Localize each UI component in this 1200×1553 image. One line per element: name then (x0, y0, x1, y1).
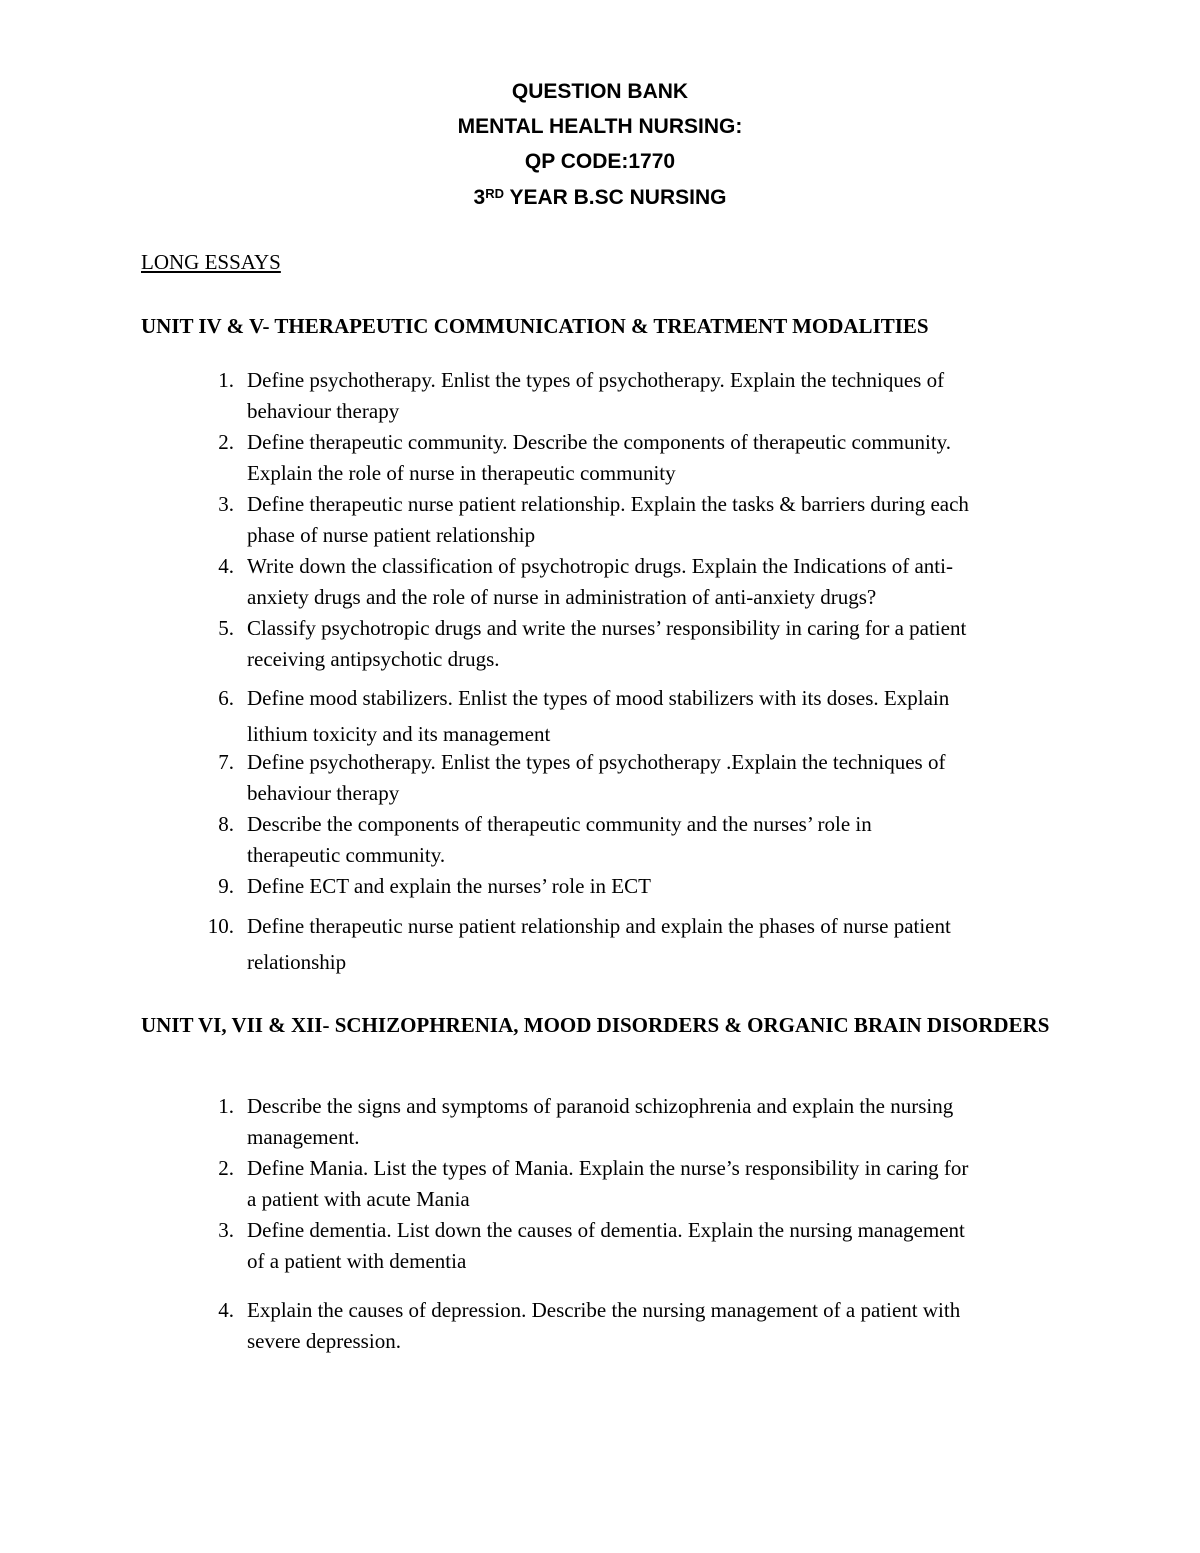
question-line: Describe the signs and symptoms of paranoid schizophrenia and explain the nursing (247, 1094, 954, 1118)
question-number: 7. (218, 750, 234, 774)
question-number: 1. (218, 1094, 234, 1118)
question-text (247, 1094, 1065, 1149)
question-line: Explain the role of nurse in therapeutic community (247, 461, 676, 485)
question-text (247, 368, 1065, 423)
course-year (0, 186, 1200, 210)
subject-title: MENTAL HEALTH NURSING: (457, 115, 743, 138)
question-number: 4. (218, 1298, 234, 1322)
question-text (247, 554, 1065, 609)
question-line: a patient with acute Mania (247, 1187, 470, 1211)
question-line: Classify psychotropic drugs and write the nurses’ responsibility in caring for a patient (247, 616, 967, 640)
course-year-number: 3 (473, 186, 486, 209)
unit-heading: UNIT VI, VII & XII- SCHIZOPHRENIA, MOOD DISORDERS & ORGANIC BRAIN DISORDERS (141, 1013, 1050, 1037)
question-number: 10. (207, 914, 234, 938)
question-line: Define mood stabilizers. Enlist the types of mood stabilizers with its doses. Explain (247, 686, 950, 710)
question-line: receiving antipsychotic drugs. (247, 647, 500, 671)
question-line: Define dementia. List down the causes of dementia. Explain the nursing management (247, 1218, 965, 1242)
question-line: Define psychotherapy. Enlist the types of psychotherapy .Explain the techniques of (247, 750, 946, 774)
question-number: 3. (218, 492, 234, 516)
question-number: 2. (218, 1156, 234, 1180)
question-line: Define psychotherapy. Enlist the types of psychotherapy. Explain the techniques of (247, 368, 945, 392)
question-line: Define therapeutic nurse patient relationship. Explain the tasks & barriers during each (247, 492, 969, 516)
section-title: LONG ESSAYS (141, 250, 281, 274)
question-line: anxiety drugs and the role of nurse in administration of anti-anxiety drugs? (247, 585, 877, 609)
question-number: 6. (218, 686, 234, 710)
question-line: Write down the classification of psychotropic drugs. Explain the Indications of anti- (247, 554, 953, 578)
question-line: of a patient with dementia (247, 1249, 467, 1273)
question-number: 3. (218, 1218, 234, 1242)
question-line: therapeutic community. (247, 843, 446, 867)
question-text (247, 430, 1065, 485)
unit-heading: UNIT IV & V- THERAPEUTIC COMMUNICATION & TREATMENT MODALITIES (141, 314, 929, 338)
question-line: Explain the causes of depression. Describe the nursing management of a patient with (247, 1298, 961, 1322)
qp-code: QP CODE:1770 (524, 150, 676, 173)
question-line: behaviour therapy (247, 399, 400, 423)
question-text (247, 1156, 1065, 1211)
question-line: Define Mania. List the types of Mania. Explain the nurse’s responsibility in caring for (247, 1156, 969, 1180)
question-number: 4. (218, 554, 234, 578)
question-line: Define therapeutic community. Describe the components of therapeutic community. (247, 430, 952, 454)
question-number: 9. (218, 874, 234, 898)
course-year-rest: YEAR B.SC NURSING (503, 186, 727, 209)
question-text (247, 812, 1065, 867)
question-text (247, 1218, 1065, 1273)
question-text (247, 616, 1065, 671)
question-number: 8. (218, 812, 234, 836)
question-text (247, 492, 1065, 547)
question-line: lithium toxicity and its management (247, 722, 551, 746)
question-text (247, 1298, 1065, 1353)
question-text (247, 914, 1065, 974)
question-line: behaviour therapy (247, 781, 400, 805)
question-line: Define ECT and explain the nurses’ role in ECT (247, 874, 651, 898)
question-line: Describe the components of therapeutic community and the nurses’ role in (247, 812, 872, 836)
doc-title: QUESTION BANK (511, 80, 689, 103)
question-text (247, 686, 1065, 746)
question-line: phase of nurse patient relationship (247, 523, 536, 547)
question-line: severe depression. (247, 1329, 401, 1353)
question-text (247, 874, 1065, 898)
question-line: Define therapeutic nurse patient relationship and explain the phases of nurse patient (247, 914, 951, 938)
question-line: relationship (247, 950, 347, 974)
question-line: management. (247, 1125, 360, 1149)
question-text (247, 750, 1065, 805)
course-year-ordinal: RD (485, 186, 504, 201)
question-number: 1. (218, 368, 234, 392)
question-number: 2. (218, 430, 234, 454)
question-number: 5. (218, 616, 234, 640)
